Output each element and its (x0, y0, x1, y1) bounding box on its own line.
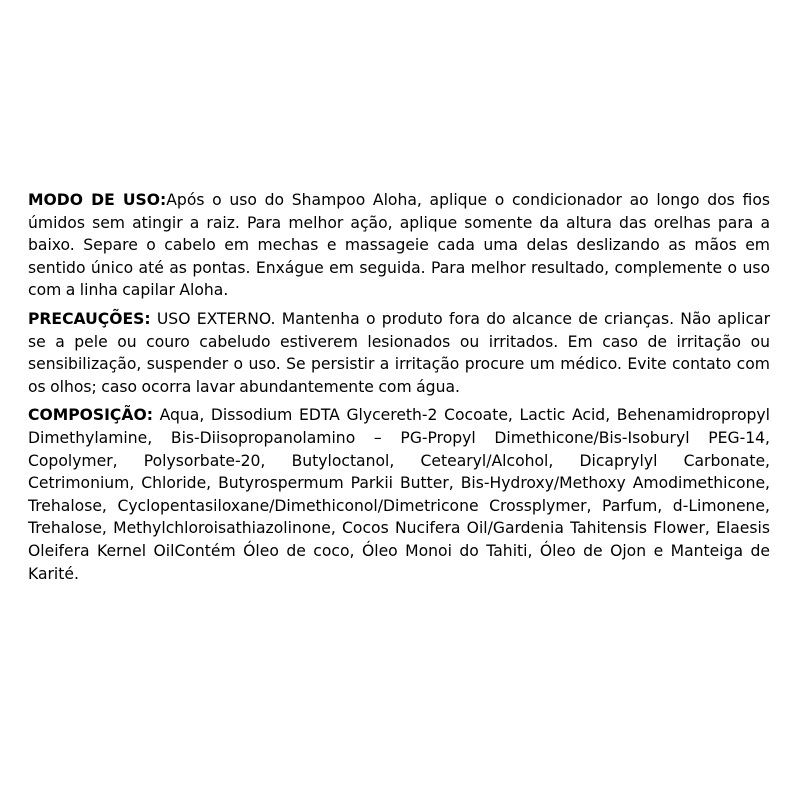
modo-de-uso-text: Após o uso do Shampoo Aloha, aplique o condicionador ao longo dos fios úmidos sem atingir a raiz. Para melhor ação, aplique somente da altura das orelhas para a baixo. Separe o cabelo em mechas e massageie cada uma delas deslizando as mãos em sentido único até as pontas. Enxágue em seguida. Para melhor resultado, complemente o uso com a linha capilar Aloha. (28, 191, 770, 300)
composicao-heading: COMPOSIÇÃO: (28, 406, 153, 425)
precaucoes-heading: PRECAUÇÕES: (28, 309, 151, 328)
precaucoes-text: USO EXTERNO. Mantenha o produto fora do alcance de crianças. Não aplicar se a pele ou couro cabeludo estiverem lesionados ou irritados. Em caso de irritação ou sensibilização, suspender o uso. Se persistir a irritação procure um médico. Evite contato com os olhos; caso ocorra lavar abundantemente com água. (28, 309, 770, 396)
product-label-text (28, 189, 770, 591)
precaucoes-section (28, 308, 770, 398)
composicao-text: Aqua, Dissodium EDTA Glycereth-2 Cocoate, Lactic Acid, Behenamidropropyl Dimethylamine, Bis-Diisopropanolamino – PG-Propyl Dimethicone/Bis-Isoburyl PEG-14, Copolymer, Polysorbate-20, Butyloctanol, Cetearyl/Alcohol, Dicaprylyl Carbonate, Cetrimonium, Chloride, Butyrospermum Parkii Butter, Bis-Hydroxy/Methoxy Amodimethicone, Trehalose, Cyclopentasiloxane/Dimethiconol/Dimetricone Crossplymer, Parfum, d-Limonene, Trehalose, Methylchloroisathiazolinone, Cocos Nucifera Oil/Gardenia Tahitensis Flower, Elaesis Oleifera Kernel OilContém Óleo de coco, Óleo Monoi do Tahiti, Óleo de Ojon e Manteiga de Karité. (28, 406, 770, 583)
modo-de-uso-heading: MODO DE USO: (28, 191, 167, 209)
composicao-section (28, 404, 770, 585)
modo-de-uso-section (28, 189, 770, 302)
